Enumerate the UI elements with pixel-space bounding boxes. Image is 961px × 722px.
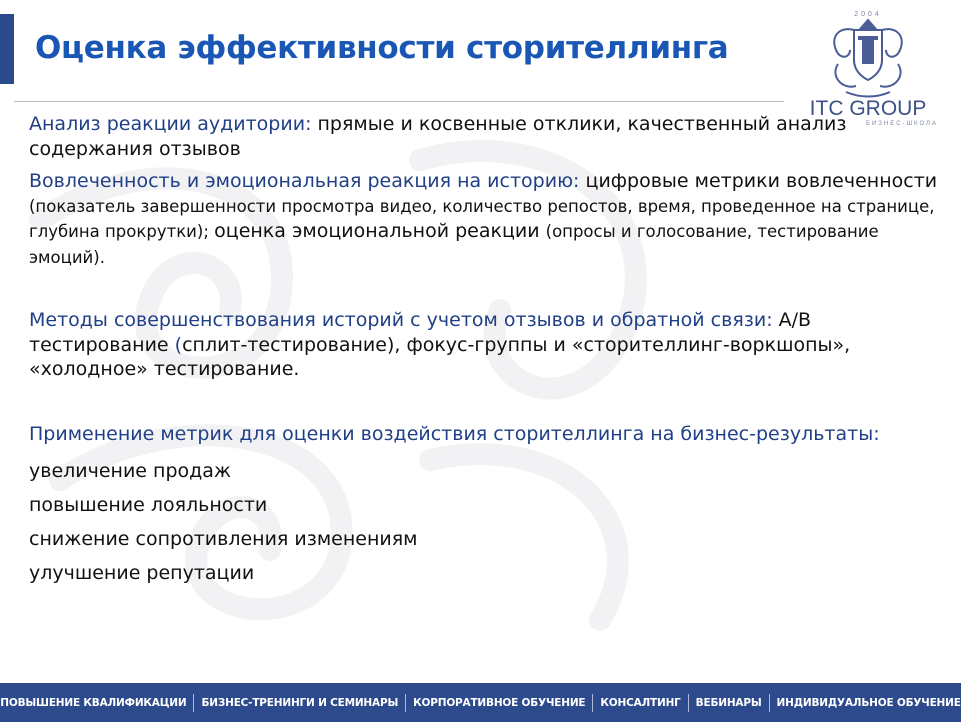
section-label: Применение метрик для оценки воздействия сторителлинга на бизнес-результаты: (29, 422, 880, 445)
section-text: оценка эмоциональной реакции (214, 220, 546, 242)
section-label: Вовлеченность и эмоциональная реакция на историю: (29, 170, 580, 192)
list-item: увеличение продаж (29, 460, 232, 482)
footer-link-trainings[interactable]: БИЗНЕС-ТРЕНИНГИ И СЕМИНАРЫ (201, 696, 399, 709)
crest-emblem-icon (820, 6, 916, 100)
footer-separator (688, 694, 689, 712)
title-divider (14, 101, 784, 102)
footer-separator (405, 694, 406, 712)
list-item: улучшение репутации (29, 562, 255, 584)
slide-title: Оценка эффективности сторителлинга (35, 30, 729, 66)
business-results-list (29, 454, 939, 590)
section-audience-reaction (29, 112, 939, 161)
section-text: цифровые метрики вовлеченности (579, 170, 938, 192)
logo-name: ITC GROUP (809, 97, 927, 120)
section-label: Методы совершенствования историй с учетом отзывов и обратной связи: (29, 309, 773, 331)
footer-link-corporate[interactable]: КОРПОРАТИВНОЕ ОБУЧЕНИЕ (413, 696, 586, 709)
section-engagement (29, 169, 939, 270)
footer-separator (193, 694, 194, 712)
footer-separator (769, 694, 770, 712)
section-business-metrics (29, 422, 939, 447)
footer-nav-bar (0, 683, 961, 722)
section-text: А/В тестирование (29, 309, 812, 356)
footer-separator (592, 694, 593, 712)
section-text: прямые и косвенные отклики, качественный анализ содержания отзывов (29, 113, 847, 160)
section-text-detail: (опросы и голосование, тестирование эмоций). (29, 222, 879, 267)
logo-subtitle: БИЗНЕС-ШКОЛА (865, 121, 938, 127)
list-item: повышение лояльности (29, 494, 268, 516)
title-accent-bar (0, 14, 14, 84)
section-text-paren: ( (174, 333, 183, 356)
section-text-detail: (показатель завершенности просмотра видео, количество репостов, время, проведенное на странице, глубина прокрутки); (29, 196, 935, 241)
section-improvement-methods (29, 308, 939, 382)
section-text: сплит-тестирование), фокус-группы и «сторителлинг-воркшопы», «холодное» тестирование. (29, 333, 851, 380)
section-label-colon: : (305, 113, 312, 135)
logo-year: 2004 (854, 11, 882, 18)
footer-link-individual[interactable]: ИНДИВИДУАЛЬНОЕ ОБУЧЕНИЕ (776, 696, 961, 709)
section-label: Анализ реакции аудитории (29, 113, 306, 135)
footer-link-webinars[interactable]: ВЕБИНАРЫ (695, 696, 762, 709)
list-item: снижение сопротивления изменениям (29, 528, 418, 550)
footer-link-qualification[interactable]: ПОВЫШЕНИЕ КВАЛИФИКАЦИИ (0, 696, 187, 709)
footer-link-consulting[interactable]: КОНСАЛТИНГ (600, 696, 681, 709)
slide-body (29, 112, 939, 590)
